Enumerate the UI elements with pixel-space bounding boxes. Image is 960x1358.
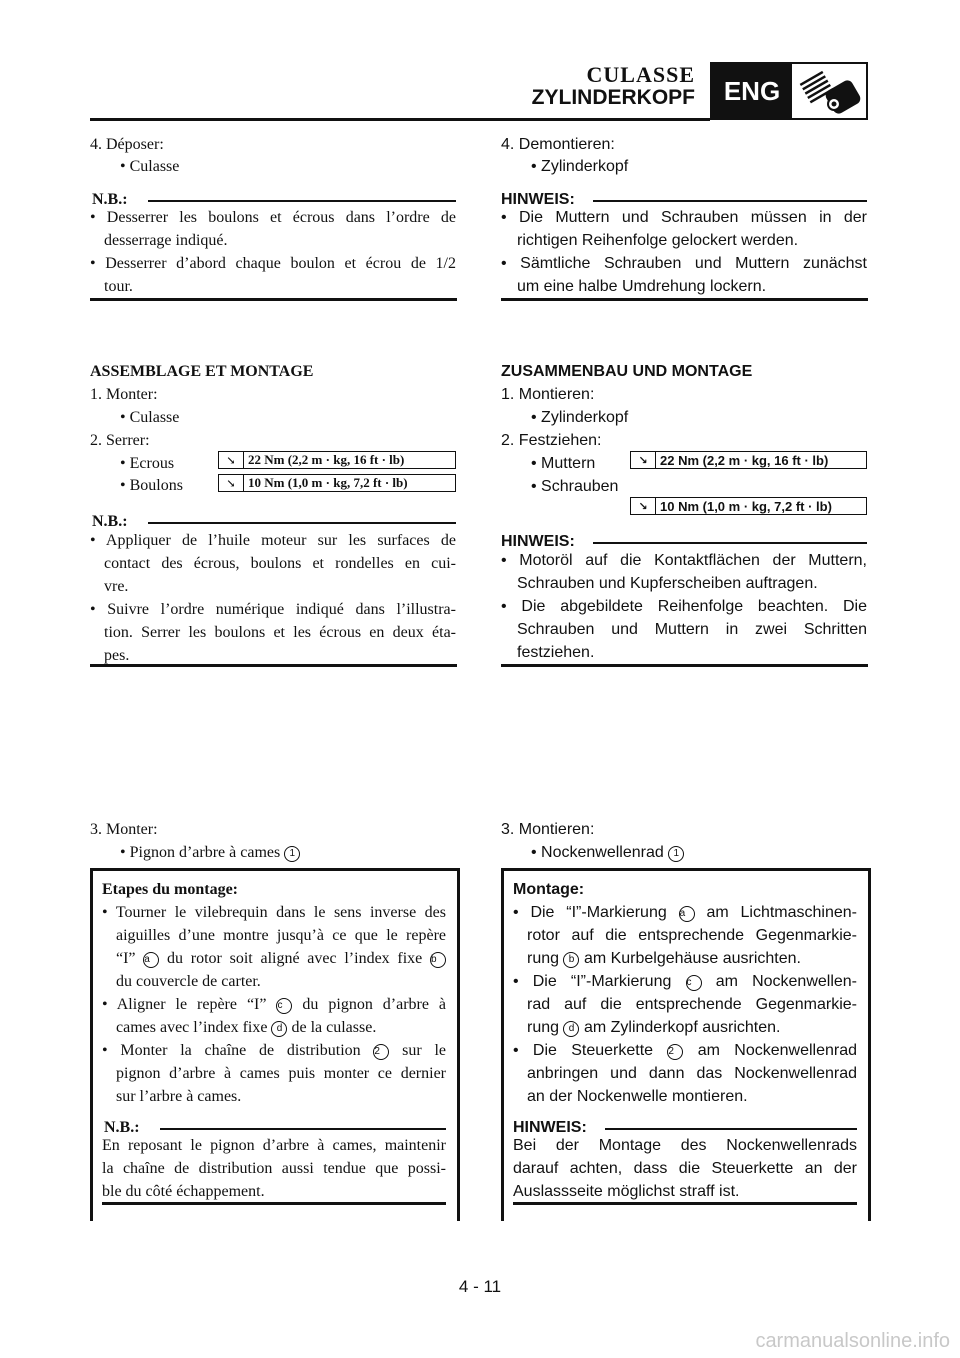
fr-nb1-b2-l2: tour. [104, 278, 133, 295]
header-title-de: ZYLINDERKOPF [531, 86, 695, 109]
de-torque-bolts: ↘ 10 Nm (1,0 m · kg, 7,2 ft · lb) [630, 497, 867, 515]
fr-s1-item: • Culasse [120, 409, 180, 426]
de-s2-title: 2. Festziehen: [501, 432, 602, 449]
de-box-nb-l1: Bei der Montage des Nockenwellenrads [513, 1137, 857, 1154]
wrench-icon: ↘ [631, 452, 656, 468]
de-assembly-title: ZUSAMMENBAU UND MONTAGE [501, 363, 753, 380]
de-nb2-label: HINWEIS: [501, 533, 575, 550]
wrench-icon: ↘ [631, 498, 656, 514]
fr-box-nb-rule-top [160, 1128, 446, 1130]
de-nb2-b1-l2: Schrauben und Kupferscheiben auftragen. [517, 575, 818, 592]
fr-s3-item: • Pignon d’arbre à cames 1 [120, 841, 300, 864]
de-box-b3-l1: • Die Steuerkette 2 am Nockenwellenrad [513, 1042, 858, 1059]
de-box-nb-l3: Auslassseite möglichst straff ist. [513, 1183, 740, 1200]
header-rule [90, 118, 710, 121]
fr-nb2-b1-l1: • Appliquer de l’huile moteur sur les surfaces de [90, 532, 456, 549]
header-title-fr: CULASSE [586, 62, 695, 87]
fr-nb2-b1-l2: contact des écrous, boulons et rondelles en cui- [104, 555, 456, 572]
de-s2-item2: • Schrauben [531, 478, 619, 495]
de-box-b2-l2: rad auf die entsprechende Gegenmarkie- [527, 996, 857, 1013]
fr-s2-title: 2. Serrer: [90, 432, 150, 449]
de-box-b3-l3: an der Nockenwelle montieren. [527, 1088, 748, 1105]
fr-s3-title: 3. Monter: [90, 821, 158, 838]
fr-box-b1-l4: du couvercle de carter. [116, 973, 261, 990]
fr-nb2-b2-l2: tion. Serrer les boulons et les écrous en deux éta- [104, 624, 456, 641]
de-nb2-b2-l3: festziehen. [517, 644, 595, 661]
fr-nb2-label: N.B.: [92, 513, 128, 530]
fr-box-b1-l1: • Tourner le vilebrequin dans le sens inverse des [102, 904, 447, 921]
de-s1-title: 1. Montieren: [501, 386, 595, 403]
de-box-title: Montage: [513, 881, 585, 898]
fr-box-nb-rule-bottom [102, 1202, 446, 1205]
de-torque-nuts: ↘ 22 Nm (2,2 m · kg, 16 ft · lb) [630, 451, 867, 469]
de-box-b2-l1: • Die “I”-Markierung c am Nockenwellen- [513, 973, 857, 990]
de-s3-title: 3. Montieren: [501, 821, 595, 838]
footer-watermark: carmanualsonline.info [755, 1330, 950, 1352]
de-box-nb-rule-bottom [513, 1202, 857, 1205]
de-box-b1-l2: rotor auf die entsprechende Gegenmarkie- [527, 927, 857, 944]
fr-nb2-b2-l3: pes. [104, 647, 130, 664]
de-nb1-rule-bottom [501, 298, 868, 301]
fr-nb1-b2-l1: • Desserrer d’abord chaque boulon et écrou de 1/2 [90, 255, 456, 272]
fr-box-nb-label: N.B.: [104, 1119, 140, 1136]
de-box-b3-l2: anbringen und dann das Nockenwellenrad [527, 1065, 857, 1082]
de-s2-item1: • Muttern [531, 455, 596, 472]
engine-section-icon [794, 66, 864, 116]
fr-box-nb-l3: ble du côté échappement. [102, 1183, 265, 1200]
fr-box-nb-l1: En reposant le pignon d’arbre à cames, maintenir [102, 1137, 446, 1154]
fr-s1-title: 1. Monter: [90, 386, 158, 403]
de-nb2-b2-l2: Schrauben und Muttern in zwei Schritten [517, 621, 867, 638]
fr-torque-nuts: ↘ 22 Nm (2,2 m · kg, 16 ft · lb) [218, 451, 456, 469]
section-tag: ENG [712, 64, 792, 118]
de-s1-item: • Zylinderkopf [531, 409, 629, 426]
fr-nb1-b1-l2: desserrage indiqué. [104, 232, 228, 249]
wrench-icon: ↘ [219, 452, 244, 468]
de-step4-title: 4. Demontieren: [501, 136, 615, 153]
fr-nb2-b1-l3: vre. [104, 578, 129, 595]
de-nb2-rule-bottom [501, 664, 868, 667]
page-number: 4 - 11 [458, 1277, 502, 1296]
fr-box-b2-l2: cames avec l’index fixe d de la culasse. [116, 1019, 377, 1036]
de-nb1-b2-l2: um eine halbe Umdrehung lockern. [517, 278, 767, 295]
fr-nb1-rule-bottom [90, 298, 457, 301]
de-s3-item: • Nockenwellenrad 1 [531, 841, 684, 864]
de-box-nb-l2: darauf achten, dass die Steuerkette an der [513, 1160, 857, 1177]
fr-s2-item1: • Ecrous [120, 455, 175, 472]
fr-nb1-rule-top [148, 200, 456, 202]
fr-step4-title: 4. Déposer: [90, 136, 164, 153]
de-nb1-b2-l1: • Sämtliche Schrauben und Muttern zunächst [501, 255, 867, 272]
fr-nb2-rule-bottom [90, 664, 457, 667]
fr-box-b1-l2: aiguilles d’une montre jusqu’à ce que le repère [116, 927, 446, 944]
fr-box-b1-l3: “I” a du rotor soit aligné avec l’index fixe b [116, 947, 446, 970]
fr-box-nb-l2: la chaîne de distribution aussi tendue que possi- [102, 1160, 446, 1177]
de-nb2-b1-l1: • Motoröl auf die Kontaktflächen der Muttern, [501, 552, 867, 569]
de-box-b2-l3: rung d am Zylinderkopf ausrichten. [527, 1019, 781, 1036]
de-box-b1-l3: rung b am Kurbelgehäuse ausrichten. [527, 950, 801, 967]
fr-nb2-b2-l1: • Suivre l’ordre numérique indiqué dans l’illustra- [90, 601, 456, 618]
fr-s2-item2: • Boulons [120, 477, 183, 494]
fr-box-b3-l1: • Monter la chaîne de distribution 2 sur le [102, 1042, 446, 1059]
de-nb1-b1-l2: richtigen Reihenfolge gelockert werden. [517, 232, 799, 249]
de-nb1-b1-l1: • Die Muttern und Schrauben müssen in der [501, 209, 867, 226]
de-box-nb-rule-top [605, 1128, 857, 1130]
de-box-b1-l1: • Die “I”-Markierung a am Lichtmaschinen- [513, 904, 857, 921]
fr-nb2-rule-top [148, 522, 456, 524]
fr-box-b3-l2: pignon d’arbre à cames puis monter ce dernier [116, 1065, 446, 1082]
de-step4-item: • Zylinderkopf [531, 158, 629, 175]
fr-step4-item: • Culasse [120, 158, 180, 175]
fr-box-b2-l1: • Aligner le repère “I” c du pignon d’arbre à [102, 996, 447, 1013]
wrench-icon: ↘ [219, 475, 244, 491]
fr-box-title: Etapes du montage: [102, 881, 239, 898]
de-nb2-b2-l1: • Die abgebildete Reihenfolge beachten. Die [501, 598, 868, 615]
fr-box-b3-l3: sur l’arbre à cames. [116, 1088, 242, 1105]
de-nb1-rule-top [593, 200, 867, 202]
de-nb1-label: HINWEIS: [501, 191, 575, 208]
fr-nb1-b1-l1: • Desserrer les boulons et écrous dans l’ordre de [90, 209, 456, 226]
de-nb2-rule-top [593, 542, 867, 544]
fr-assembly-title: ASSEMBLAGE ET MONTAGE [90, 363, 314, 380]
section-badge [710, 62, 868, 120]
de-box-nb-label: HINWEIS: [513, 1119, 587, 1136]
fr-nb1-label: N.B.: [92, 191, 128, 208]
fr-torque-bolts: ↘ 10 Nm (1,0 m · kg, 7,2 ft · lb) [218, 474, 456, 492]
